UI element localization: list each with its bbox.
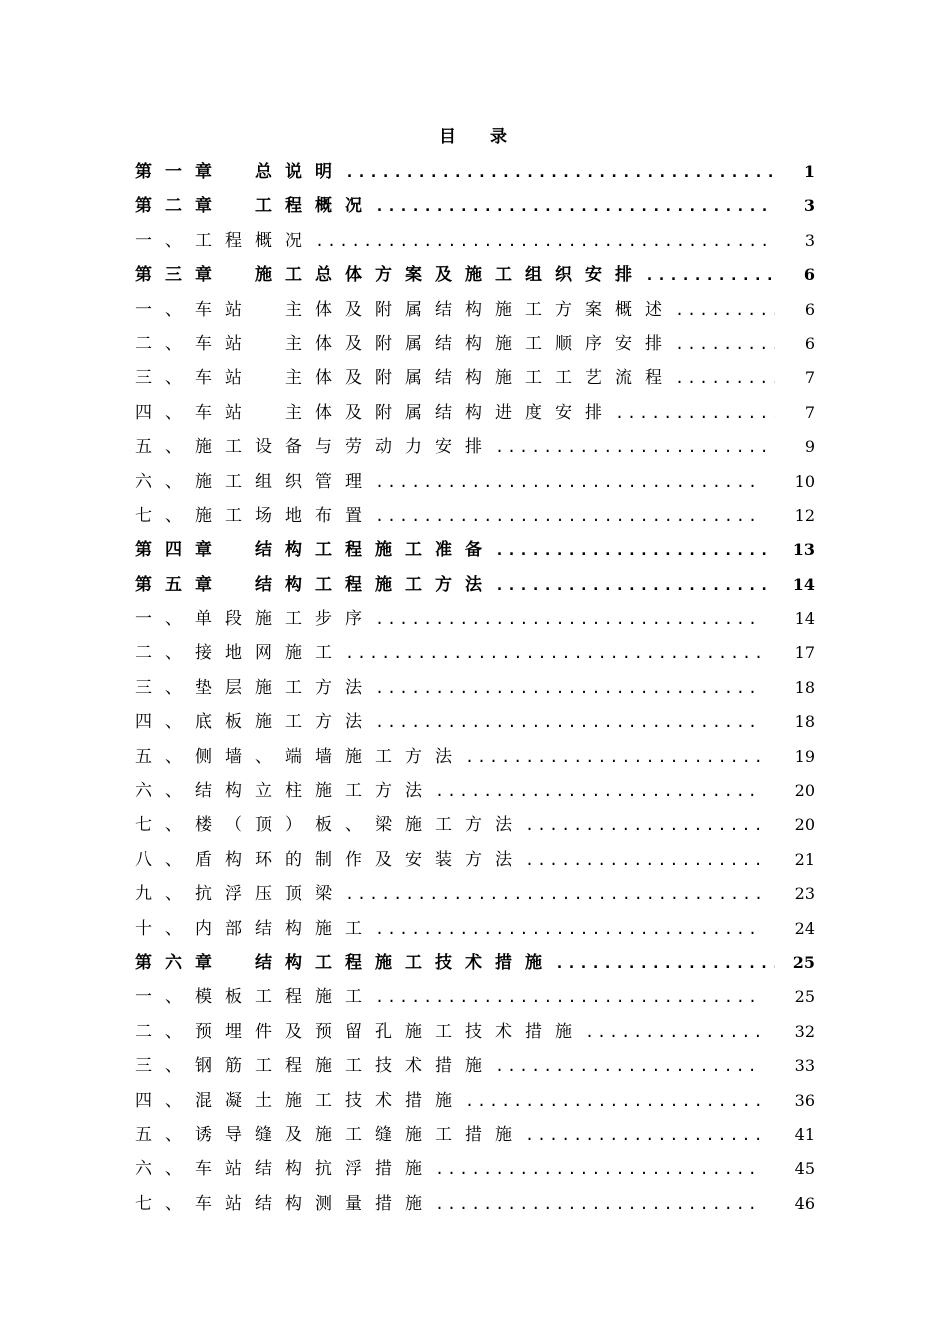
toc-section-entry[interactable] <box>135 980 815 1014</box>
toc-section-entry[interactable] <box>135 636 815 670</box>
toc-entry-text: 一、车站 主体及附属结构施工方案概述 <box>135 299 675 320</box>
toc-leader-dots <box>375 602 763 636</box>
toc-leader-dots <box>345 877 763 911</box>
toc-leader-dots <box>465 1084 763 1118</box>
toc-leader-dots <box>435 1152 763 1186</box>
toc-entry-text: 五、诱导缝及施工缝施工措施 <box>135 1124 525 1145</box>
toc-page-number: 9 <box>804 437 815 457</box>
toc-leader-dots <box>525 843 763 877</box>
toc-entry-text: 第五章 结构工程施工方法 <box>135 574 495 595</box>
toc-leader-dots <box>495 568 775 602</box>
toc-page-number: 25 <box>794 987 815 1007</box>
toc-title: 目 录 <box>439 127 521 147</box>
toc-page-number: 14 <box>794 609 815 629</box>
toc-chapter-entry[interactable] <box>135 946 815 980</box>
toc-leader-dots <box>375 705 763 739</box>
toc-chapter-entry[interactable] <box>135 568 815 602</box>
toc-entry-text: 一、模板工程施工 <box>135 987 375 1008</box>
toc-section-entry[interactable] <box>135 224 815 258</box>
toc-section-entry[interactable] <box>135 1049 815 1083</box>
toc-leader-dots <box>375 980 763 1014</box>
toc-leader-dots <box>435 774 763 808</box>
toc-entry-text: 八、盾构环的制作及安装方法 <box>135 849 525 870</box>
toc-section-entry[interactable] <box>135 740 815 774</box>
toc-leader-dots <box>585 1015 763 1049</box>
toc-leader-dots <box>555 946 775 980</box>
toc-leader-dots <box>315 224 775 258</box>
toc-page-number: 18 <box>794 677 815 697</box>
toc-page-number: 20 <box>794 815 815 835</box>
toc-chapter-entry[interactable] <box>135 155 815 189</box>
toc-entry-text: 三、垫层施工方法 <box>135 677 375 698</box>
toc-leader-dots <box>435 1187 763 1221</box>
toc-entry-text: 四、底板施工方法 <box>135 712 375 733</box>
toc-page-number: 20 <box>794 781 815 801</box>
toc-page-number: 19 <box>794 746 815 766</box>
toc-page-number: 32 <box>794 1021 815 1041</box>
toc-entry-text: 六、结构立柱施工方法 <box>135 781 435 802</box>
toc-entry-text: 第一章 总说明 <box>135 162 345 182</box>
toc-section-entry[interactable] <box>135 327 815 361</box>
toc-leader-dots <box>675 361 775 395</box>
toc-page-number: 36 <box>794 1090 815 1110</box>
toc-entry-text: 六、施工组织管理 <box>135 471 375 492</box>
toc-page-number: 41 <box>794 1124 815 1144</box>
toc-leader-dots <box>375 671 763 705</box>
toc-entry-text: 四、车站 主体及附属结构进度安排 <box>135 402 615 423</box>
toc-entry-text: 七、施工场地布置 <box>135 505 375 526</box>
toc-page-number: 3 <box>804 230 815 250</box>
toc-page-number: 6 <box>804 299 815 319</box>
toc-page-number: 24 <box>794 918 815 938</box>
toc-entry-text: 一、单段施工步序 <box>135 609 375 630</box>
toc-page-number: 18 <box>794 712 815 732</box>
toc-entry-text: 五、侧墙、端墙施工方法 <box>135 746 465 767</box>
toc-section-entry[interactable] <box>135 361 815 395</box>
toc-leader-dots <box>525 1118 763 1152</box>
toc-list <box>135 155 815 1221</box>
toc-entry-text: 第三章 施工总体方案及施工组织安排 <box>135 265 645 286</box>
toc-entry-text: 五、施工设备与劳动力安排 <box>135 437 495 458</box>
toc-entry-text: 第四章 结构工程施工准备 <box>135 540 495 561</box>
toc-page-number: 45 <box>794 1159 815 1179</box>
toc-section-entry[interactable] <box>135 843 815 877</box>
toc-section-entry[interactable] <box>135 1084 815 1118</box>
toc-entry-text: 第二章 工程概况 <box>135 196 375 217</box>
toc-leader-dots <box>675 293 775 327</box>
toc-leader-dots <box>345 636 763 670</box>
toc-leader-dots <box>465 740 763 774</box>
toc-page-number: 17 <box>794 643 815 663</box>
toc-page-number: 7 <box>804 368 815 388</box>
toc-entry-text: 七、楼（顶）板、梁施工方法 <box>135 815 525 836</box>
toc-leader-dots <box>375 912 763 946</box>
toc-page-number: 21 <box>794 849 815 869</box>
toc-page-number: 13 <box>792 540 815 560</box>
toc-entry-text: 十、内部结构施工 <box>135 918 375 939</box>
toc-section-entry[interactable] <box>135 602 815 636</box>
toc-entry-text: 九、抗浮压顶梁 <box>135 884 345 905</box>
toc-page-number: 33 <box>794 1056 815 1076</box>
toc-page-number: 6 <box>804 333 815 353</box>
toc-leader-dots <box>495 430 775 464</box>
toc-leader-dots <box>375 465 763 499</box>
toc-section-entry[interactable] <box>135 430 815 464</box>
toc-entry-text: 三、钢筋工程施工技术措施 <box>135 1056 495 1077</box>
toc-section-entry[interactable] <box>135 396 815 430</box>
toc-page-number: 6 <box>803 265 815 285</box>
toc-chapter-entry[interactable] <box>135 258 815 292</box>
toc-leader-dots <box>675 327 775 361</box>
toc-entry-text: 四、混凝土施工技术措施 <box>135 1090 465 1111</box>
toc-leader-dots <box>345 155 775 189</box>
toc-leader-dots <box>375 189 775 223</box>
toc-section-entry[interactable] <box>135 1152 815 1186</box>
toc-section-entry[interactable] <box>135 293 815 327</box>
toc-entry-text: 三、车站 主体及附属结构施工工艺流程 <box>135 368 675 389</box>
toc-page-number: 14 <box>792 574 815 594</box>
toc-chapter-entry[interactable] <box>135 189 815 223</box>
toc-page-number: 25 <box>792 952 815 972</box>
toc-entry-text: 七、车站结构测量措施 <box>135 1193 435 1214</box>
toc-section-entry[interactable] <box>135 499 815 533</box>
toc-section-entry[interactable] <box>135 808 815 842</box>
toc-entry-text: 二、车站 主体及附属结构施工顺序安排 <box>135 333 675 354</box>
toc-leader-dots <box>615 396 775 430</box>
toc-page-number: 7 <box>804 402 815 422</box>
toc-section-entry[interactable] <box>135 877 815 911</box>
toc-section-entry[interactable] <box>135 465 815 499</box>
toc-leader-dots <box>375 499 763 533</box>
toc-entry-text: 二、预埋件及预留孔施工技术措施 <box>135 1021 585 1042</box>
toc-page-number: 46 <box>794 1193 815 1213</box>
toc-chapter-entry[interactable] <box>135 533 815 567</box>
toc-section-entry[interactable] <box>135 1015 815 1049</box>
toc-page-number: 10 <box>794 471 815 491</box>
toc-entry-text: 二、接地网施工 <box>135 643 345 664</box>
toc-leader-dots <box>525 808 763 842</box>
toc-leader-dots <box>495 1049 763 1083</box>
toc-section-entry[interactable] <box>135 1187 815 1221</box>
toc-page-number: 3 <box>803 196 815 216</box>
toc-section-entry[interactable] <box>135 774 815 808</box>
toc-page-number: 1 <box>803 162 815 181</box>
toc-page-number: 23 <box>794 884 815 904</box>
toc-section-entry[interactable] <box>135 1118 815 1152</box>
toc-section-entry[interactable] <box>135 671 815 705</box>
toc-leader-dots <box>495 533 775 567</box>
toc-section-entry[interactable] <box>135 912 815 946</box>
toc-section-entry[interactable] <box>135 705 815 739</box>
toc-entry-text: 六、车站结构抗浮措施 <box>135 1159 435 1180</box>
toc-page-number: 12 <box>794 505 815 525</box>
toc-entry-text: 第六章 结构工程施工技术措施 <box>135 952 555 973</box>
toc-leader-dots <box>645 258 775 292</box>
toc-entry-text: 一、工程概况 <box>135 230 315 251</box>
